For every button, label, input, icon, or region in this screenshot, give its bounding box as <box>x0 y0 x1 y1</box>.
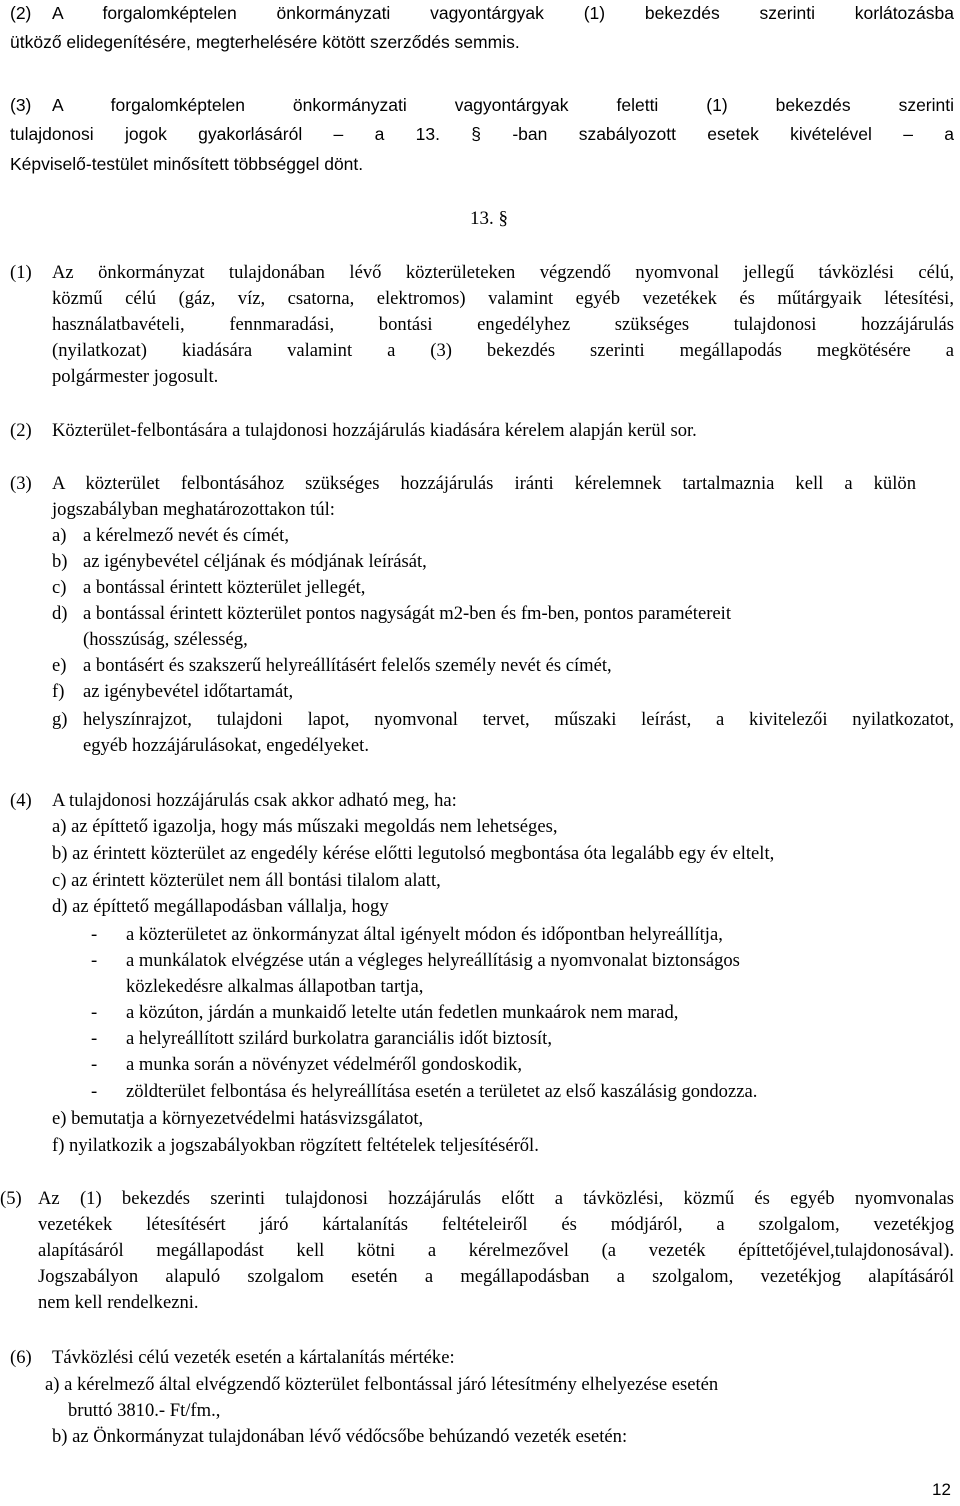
text-line: ütköző elidegenítésére, megterhelésére kötött szerződés semmis. <box>10 32 520 52</box>
text-line: A forgalomképtelen önkormányzati vagyontárgyak feletti (1) bekezdés szerinti <box>52 95 954 115</box>
dash-item: a közterületet az önkormányzat által igényelt módon és időpontban helyreállítja, <box>126 924 723 945</box>
text-line: használatbavételi, fennmaradási, bontási engedélyhez szükséges tulajdonosi hozzájárulás <box>52 314 954 335</box>
dash-marker: - <box>91 950 98 971</box>
text-line: Az önkormányzat tulajdonában lévő közterületeken végzendő nyomvonal jellegű távközlési célú, <box>52 262 954 283</box>
list-item: egyéb hozzájárulásokat, engedélyeket. <box>83 735 369 756</box>
text-line: közmű célú (gáz, víz, csatorna, elektromos) valamint egyéb vezetékek és műtárgyaik létesítési, <box>52 288 954 309</box>
list-marker: f) <box>52 681 65 702</box>
page-number: 12 <box>932 1480 951 1499</box>
text-line: vezetékek létesítésért járó kártalanítás feltételeiről és módjáról, a szolgalom, vezetékjog <box>38 1214 954 1235</box>
paragraph-number: (2) <box>10 3 32 23</box>
list-marker: a) <box>52 525 67 546</box>
text-line: (nyilatkozat) kiadására valamint a (3) bekezdés szerinti megállapodás megkötésére a <box>52 340 954 361</box>
list-item: (hosszúság, szélesség, <box>83 629 248 650</box>
paragraph-number: (6) <box>10 1347 32 1368</box>
list-item: a bontásért és szakszerű helyreállításért felelős személy nevét és címét, <box>83 655 612 676</box>
list-item: helyszínrajzot, tulajdoni lapot, nyomvonal tervet, műszaki leírást, a kivitelezői nyilatkozatot, <box>83 709 954 730</box>
list-item: f) nyilatkozik a jogszabályokban rögzített feltételek teljesítéséről. <box>52 1135 539 1156</box>
list-item: bruttó 3810.- Ft/fm., <box>68 1400 221 1421</box>
list-item: b) az Önkormányzat tulajdonában lévő védőcsőbe behúzandó vezeték esetén: <box>52 1426 628 1447</box>
list-item: az igénybevétel időtartamát, <box>83 681 294 702</box>
list-marker: d) <box>52 603 68 624</box>
text-line: tulajdonosi jogok gyakorlásáról – a 13. § -ban szabályozott esetek kivételével – a <box>10 124 954 144</box>
list-item: az igénybevétel céljának és módjának leírását, <box>83 551 427 572</box>
list-item: a kérelmező nevét és címét, <box>83 525 289 546</box>
text-line: Képviselő-testület minősített többséggel dönt. <box>10 154 364 174</box>
dash-item: zöldterület felbontása és helyreállítása esetén a területet az első kaszálásig gondozza. <box>126 1081 758 1102</box>
paragraph-number: (3) <box>10 473 32 494</box>
dash-marker: - <box>91 1054 98 1075</box>
text-line: Közterület-felbontására a tulajdonosi hozzájárulás kiadására kérelem alapján kerül sor. <box>52 420 697 441</box>
paragraph-number: (2) <box>10 420 32 441</box>
dash-item: a közúton, járdán a munkaidő letelte után fedetlen munkaárok nem marad, <box>126 1002 679 1023</box>
list-item: d) az építtető megállapodásban vállalja, hogy <box>52 896 389 917</box>
section-heading: 13. § <box>470 208 508 229</box>
paragraph-number: (3) <box>10 95 32 115</box>
text-line: polgármester jogosult. <box>52 366 219 387</box>
paragraph-number: (4) <box>10 790 32 811</box>
text-line: Távközlési célú vezeték esetén a kártalanítás mértéke: <box>52 1347 455 1368</box>
list-item: a bontással érintett közterület jellegét, <box>83 577 366 598</box>
dash-item: a munkálatok elvégzése után a végleges helyreállításig a nyomvonalat biztonságos <box>126 950 740 971</box>
list-marker: c) <box>52 577 67 598</box>
list-item: e) bemutatja a környezetvédelmi hatásvizsgálatot, <box>52 1108 424 1129</box>
paragraph-number: (1) <box>10 262 32 283</box>
text-line: A közterület felbontásához szükséges hozzájárulás iránti kérelemnek tartalmaznia kell a külön <box>52 473 916 494</box>
text-line: Jogszabályon alapuló szolgalom esetén a megállapodásban a szolgalom, vezetékjog alapításáról <box>38 1266 954 1287</box>
text-line: nem kell rendelkezni. <box>38 1292 199 1313</box>
dash-marker: - <box>91 924 98 945</box>
list-item: a bontással érintett közterület pontos nagyságát m2-ben és fm-ben, pontos paramétereit <box>83 603 731 624</box>
list-marker: g) <box>52 709 68 730</box>
list-item: b) az érintett közterület az engedély kérése előtti legutolsó megbontása óta legalább egy év eltelt, <box>52 843 775 864</box>
list-marker: b) <box>52 551 68 572</box>
list-marker: e) <box>52 655 67 676</box>
list-item: a) az építtető igazolja, hogy más műszaki megoldás nem lehetséges, <box>52 816 558 837</box>
dash-item: a munka során a növényzet védelméről gondoskodik, <box>126 1054 523 1075</box>
dash-marker: - <box>91 1002 98 1023</box>
list-item: a) a kérelmező által elvégzendő közterület felbontással járó létesítmény elhelyezése esetén <box>45 1374 719 1395</box>
text-line: A forgalomképtelen önkormányzati vagyontárgyak (1) bekezdés szerinti korlátozásba <box>52 3 954 23</box>
dash-marker: - <box>91 1081 98 1102</box>
text-line: alapításáról megállapodást kell kötni a kérelmezővel (a vezeték építtetőjével,tulajdonosával). <box>38 1240 954 1261</box>
list-item: c) az érintett közterület nem áll bontási tilalom alatt, <box>52 870 441 891</box>
dash-marker: - <box>91 1028 98 1049</box>
paragraph-number: (5) <box>0 1188 22 1209</box>
text-line: Az (1) bekezdés szerinti tulajdonosi hozzájárulás előtt a távközlési, közmű és egyéb nyomvonalas <box>38 1188 954 1209</box>
dash-item: a helyreállított szilárd burkolatra garanciális időt biztosít, <box>126 1028 552 1049</box>
text-line: jogszabályban meghatározottakon túl: <box>52 499 335 520</box>
dash-item: közlekedésre alkalmas állapotban tartja, <box>126 976 424 997</box>
text-line: A tulajdonosi hozzájárulás csak akkor adható meg, ha: <box>52 790 457 811</box>
